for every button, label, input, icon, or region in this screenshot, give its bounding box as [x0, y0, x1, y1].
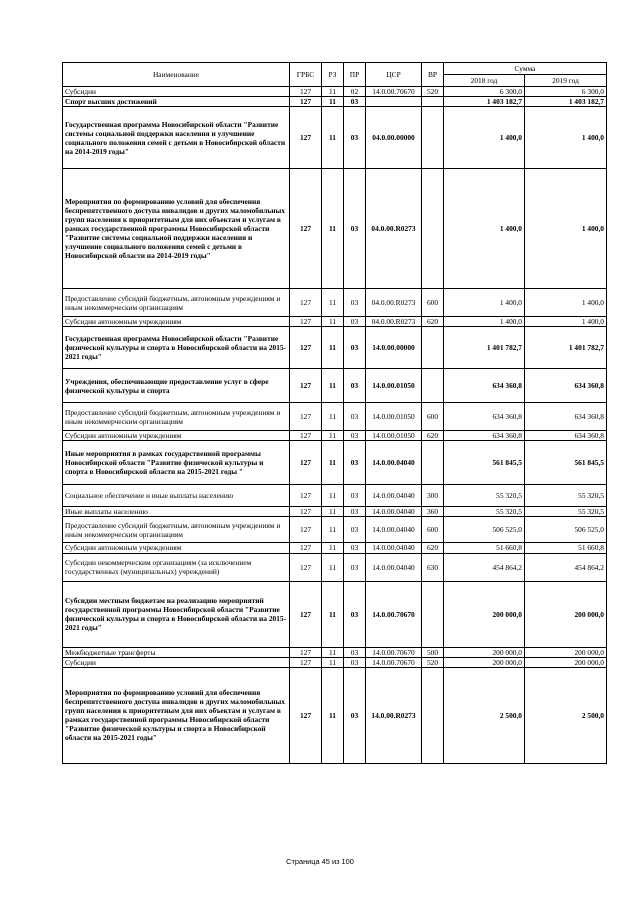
cell-grbs: 127 [290, 667, 322, 763]
header-csr: ЦСР [366, 63, 422, 87]
cell-grbs: 127 [290, 87, 322, 97]
cell-s2018: 200 000,0 [444, 657, 525, 667]
cell-s2019: 1 400,0 [525, 289, 607, 317]
cell-csr: 14.0.00.04040 [366, 517, 422, 543]
cell-csr: 14.0.00.70670 [366, 647, 422, 657]
cell-rz: 11 [322, 553, 344, 581]
cell-pr: 03 [344, 507, 366, 517]
page-number: Страница 45 из 100 [286, 857, 354, 866]
cell-grbs: 127 [290, 647, 322, 657]
cell-vr: 300 [422, 485, 444, 507]
cell-name: Субсидии автономным учреждениям [63, 543, 290, 553]
cell-s2019: 51 660,8 [525, 543, 607, 553]
cell-pr: 03 [344, 97, 366, 107]
cell-grbs: 127 [290, 97, 322, 107]
cell-name: Государственная программа Новосибирской области "Развитие системы социальной поддержки населения и улучшение социального положения семей с детьми в Новосибирской области на 2014-2019 годы" [63, 107, 290, 169]
cell-name: Спорт высших достижений [63, 97, 290, 107]
cell-vr [422, 107, 444, 169]
cell-csr: 14.0.00.R0273 [366, 667, 422, 763]
cell-s2019: 634 360,8 [525, 431, 607, 441]
table-row [63, 657, 607, 667]
cell-pr: 03 [344, 647, 366, 657]
cell-vr: 600 [422, 517, 444, 543]
cell-rz: 11 [322, 107, 344, 169]
table-row [63, 317, 607, 327]
cell-s2019: 634 360,8 [525, 369, 607, 403]
cell-grbs: 127 [290, 317, 322, 327]
cell-csr: 14.0.00.01050 [366, 431, 422, 441]
cell-grbs: 127 [290, 485, 322, 507]
table-row [63, 327, 607, 369]
cell-rz: 11 [322, 87, 344, 97]
table-row [63, 517, 607, 543]
cell-vr [422, 169, 444, 289]
cell-csr: 04.0.00.R0273 [366, 289, 422, 317]
table-row [63, 87, 607, 97]
cell-s2018: 55 320,5 [444, 485, 525, 507]
cell-csr [366, 97, 422, 107]
cell-csr: 14.0.00.04040 [366, 507, 422, 517]
cell-pr: 03 [344, 107, 366, 169]
cell-name: Субсидии автономным учреждениям [63, 317, 290, 327]
cell-s2019: 454 864,2 [525, 553, 607, 581]
cell-vr [422, 327, 444, 369]
cell-pr: 03 [344, 667, 366, 763]
header-pr: ПР [344, 63, 366, 87]
cell-csr: 14.0.00.04040 [366, 441, 422, 485]
cell-s2019: 634 360,8 [525, 403, 607, 431]
cell-s2018: 51 660,8 [444, 543, 525, 553]
cell-pr: 03 [344, 517, 366, 543]
table-row [63, 403, 607, 431]
cell-pr: 03 [344, 289, 366, 317]
header-grbs: ГРБС [290, 63, 322, 87]
cell-grbs: 127 [290, 289, 322, 317]
cell-name: Учреждения, обеспечивающие предоставление услуг в сфере физической культуры и спорта [63, 369, 290, 403]
cell-csr: 14.0.00.00000 [366, 327, 422, 369]
cell-rz: 11 [322, 369, 344, 403]
cell-s2019: 55 320,5 [525, 485, 607, 507]
cell-rz: 11 [322, 169, 344, 289]
cell-pr: 03 [344, 369, 366, 403]
cell-csr: 14.0.00.01050 [366, 403, 422, 431]
cell-rz: 11 [322, 581, 344, 647]
cell-csr: 04.0.00.R0273 [366, 169, 422, 289]
cell-pr: 03 [344, 441, 366, 485]
cell-pr: 03 [344, 485, 366, 507]
table-row [63, 441, 607, 485]
cell-s2019: 200 000,0 [525, 581, 607, 647]
table-row [63, 107, 607, 169]
cell-name: Мероприятия по формированию условий для обеспечения беспрепятственного доступа инвалидов и других маломобильных групп населения к приоритетным для них объектам и услугам в рамках государственной программы Новосибирской области "Развитие системы социальной поддержки населения и улучшение социального положения семей с детьми в Новосибирской области на 2014-2019 годы" [63, 169, 290, 289]
cell-s2018: 561 845,5 [444, 441, 525, 485]
cell-s2018: 634 360,8 [444, 369, 525, 403]
table-row [63, 581, 607, 647]
cell-rz: 11 [322, 327, 344, 369]
header-rz: РЗ [322, 63, 344, 87]
cell-name: Субсидии автономным учреждениям [63, 431, 290, 441]
cell-s2019: 1 400,0 [525, 317, 607, 327]
cell-name: Мероприятия по формированию условий для обеспечения беспрепятственного доступа инвалидов и других маломобильных групп населения к приоритетным для них объектам и услугам в рамках государственной программы Новосибирской области "Развитие физической культуры и спорта в Новосибирской области на 2015-2021 годы" [63, 667, 290, 763]
cell-pr: 03 [344, 403, 366, 431]
table-row [63, 431, 607, 441]
table-row [63, 553, 607, 581]
cell-rz: 11 [322, 667, 344, 763]
table-row [63, 97, 607, 107]
table-row [63, 369, 607, 403]
cell-rz: 11 [322, 507, 344, 517]
cell-grbs: 127 [290, 369, 322, 403]
header-sum: Сумма [444, 63, 607, 75]
cell-rz: 11 [322, 403, 344, 431]
cell-rz: 11 [322, 657, 344, 667]
cell-csr: 14.0.00.70670 [366, 657, 422, 667]
table-row [63, 485, 607, 507]
cell-s2018: 1 403 182,7 [444, 97, 525, 107]
cell-pr: 02 [344, 87, 366, 97]
cell-vr: 620 [422, 431, 444, 441]
cell-name: Субсидии местным бюджетам на реализацию мероприятий государственной программы Новосибирской области "Развитие физической культуры и спорта в Новосибирской области на 2015-2021 годы" [63, 581, 290, 647]
cell-vr: 360 [422, 507, 444, 517]
cell-grbs: 127 [290, 441, 322, 485]
cell-csr: 14.0.00.04040 [366, 543, 422, 553]
table-row [63, 667, 607, 763]
cell-vr [422, 581, 444, 647]
cell-pr: 03 [344, 431, 366, 441]
cell-csr: 04.0.00.R0273 [366, 317, 422, 327]
header-vr: ВР [422, 63, 444, 87]
cell-s2018: 1 400,0 [444, 289, 525, 317]
cell-name: Государственная программа Новосибирской области "Развитие физической культуры и спорта в Новосибирской области на 2015-2021 годы" [63, 327, 290, 369]
cell-rz: 11 [322, 647, 344, 657]
table-row [63, 543, 607, 553]
header-year-2018: 2018 год [444, 75, 525, 87]
cell-s2019: 55 320,5 [525, 507, 607, 517]
cell-vr: 600 [422, 403, 444, 431]
cell-csr: 04.0.00.00000 [366, 107, 422, 169]
cell-grbs: 127 [290, 581, 322, 647]
cell-vr: 600 [422, 289, 444, 317]
cell-grbs: 127 [290, 327, 322, 369]
budget-table-sheet [62, 62, 606, 764]
cell-s2019: 2 500,0 [525, 667, 607, 763]
cell-s2019: 1 400,0 [525, 107, 607, 169]
cell-s2018: 454 864,2 [444, 553, 525, 581]
cell-csr: 14.0.00.01050 [366, 369, 422, 403]
cell-s2019: 1 401 782,7 [525, 327, 607, 369]
cell-pr: 03 [344, 581, 366, 647]
cell-name: Предоставление субсидий бюджетным, автономным учреждениям и иным некоммерческим организациям [63, 289, 290, 317]
header-year-2019: 2019 год [525, 75, 607, 87]
cell-s2018: 1 400,0 [444, 107, 525, 169]
cell-s2019: 1 403 182,7 [525, 97, 607, 107]
table-row [63, 507, 607, 517]
cell-name: Предоставление субсидий бюджетным, автономным учреждениям и иным некоммерческим организациям [63, 517, 290, 543]
cell-vr [422, 441, 444, 485]
cell-s2019: 561 845,5 [525, 441, 607, 485]
cell-grbs: 127 [290, 507, 322, 517]
cell-vr [422, 97, 444, 107]
cell-s2018: 1 400,0 [444, 169, 525, 289]
table-row [63, 647, 607, 657]
cell-pr: 03 [344, 543, 366, 553]
cell-name: Иные выплаты населению [63, 507, 290, 517]
cell-rz: 11 [322, 97, 344, 107]
cell-s2018: 506 525,0 [444, 517, 525, 543]
cell-name: Субсидии [63, 657, 290, 667]
cell-s2018: 2 500,0 [444, 667, 525, 763]
cell-s2019: 1 400,0 [525, 169, 607, 289]
cell-grbs: 127 [290, 543, 322, 553]
cell-pr: 03 [344, 317, 366, 327]
cell-name: Межбюджетные трансферты [63, 647, 290, 657]
cell-grbs: 127 [290, 553, 322, 581]
cell-csr: 14.0.00.04040 [366, 553, 422, 581]
cell-grbs: 127 [290, 431, 322, 441]
cell-vr [422, 667, 444, 763]
cell-grbs: 127 [290, 107, 322, 169]
cell-name: Субсидии [63, 87, 290, 97]
cell-s2018: 55 320,5 [444, 507, 525, 517]
cell-rz: 11 [322, 317, 344, 327]
table-row [63, 289, 607, 317]
cell-vr: 520 [422, 657, 444, 667]
cell-rz: 11 [322, 517, 344, 543]
cell-vr: 620 [422, 317, 444, 327]
cell-csr: 14.0.00.70670 [366, 581, 422, 647]
cell-name: Субсидии некоммерческим организациям (за исключением государственных (муниципальных) учреждений) [63, 553, 290, 581]
cell-name: Социальное обеспечение и иные выплаты населению [63, 485, 290, 507]
cell-vr: 630 [422, 553, 444, 581]
cell-s2018: 634 360,8 [444, 431, 525, 441]
cell-grbs: 127 [290, 169, 322, 289]
budget-table [62, 62, 607, 764]
cell-s2018: 634 360,8 [444, 403, 525, 431]
cell-s2018: 6 300,0 [444, 87, 525, 97]
table-row [63, 169, 607, 289]
cell-pr: 03 [344, 657, 366, 667]
cell-s2018: 200 000,0 [444, 647, 525, 657]
table-body [63, 87, 607, 764]
header-name: Наименование [63, 63, 290, 87]
cell-name: Предоставление субсидий бюджетным, автономным учреждениям и иным некоммерческим организациям [63, 403, 290, 431]
cell-rz: 11 [322, 485, 344, 507]
cell-vr: 500 [422, 647, 444, 657]
cell-s2019: 200 000,0 [525, 647, 607, 657]
cell-pr: 03 [344, 169, 366, 289]
cell-pr: 03 [344, 553, 366, 581]
cell-grbs: 127 [290, 657, 322, 667]
cell-pr: 03 [344, 327, 366, 369]
cell-vr: 520 [422, 87, 444, 97]
cell-s2019: 6 300,0 [525, 87, 607, 97]
cell-csr: 14.0.00.70670 [366, 87, 422, 97]
cell-rz: 11 [322, 441, 344, 485]
cell-s2019: 506 525,0 [525, 517, 607, 543]
cell-grbs: 127 [290, 517, 322, 543]
cell-vr: 620 [422, 543, 444, 553]
cell-rz: 11 [322, 431, 344, 441]
cell-rz: 11 [322, 289, 344, 317]
cell-csr: 14.0.00.04040 [366, 485, 422, 507]
cell-name: Иные мероприятия в рамках государственной программы Новосибирской области "Развитие физической культуры и спорта в Новосибирской области на 2015-2021 годы " [63, 441, 290, 485]
cell-s2018: 1 400,0 [444, 317, 525, 327]
cell-rz: 11 [322, 543, 344, 553]
cell-grbs: 127 [290, 403, 322, 431]
cell-s2018: 1 401 782,7 [444, 327, 525, 369]
cell-s2018: 200 000,0 [444, 581, 525, 647]
cell-s2019: 200 000,0 [525, 657, 607, 667]
cell-vr [422, 369, 444, 403]
